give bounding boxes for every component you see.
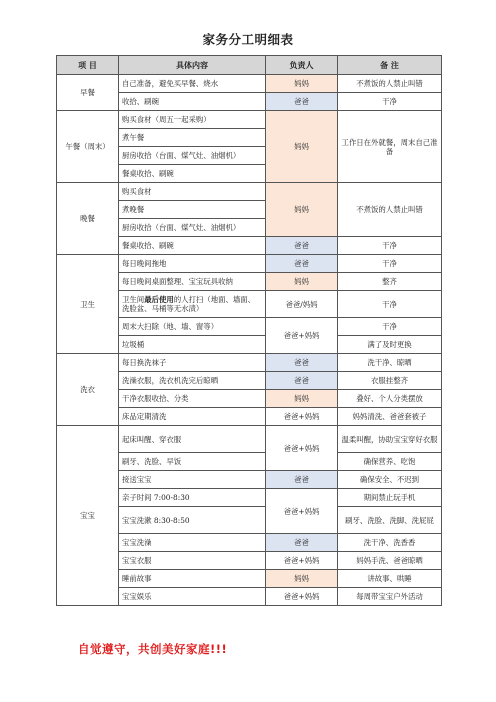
owner-cell: 妈妈	[266, 390, 338, 408]
task-cell: 周末大扫除（地、墙、窗等）	[119, 318, 266, 336]
task-cell: 餐桌收拾、刷碗	[119, 237, 266, 255]
task-cell: 宝宝洗澡	[119, 534, 266, 552]
note-cell: 洗干净、洗香香	[338, 534, 442, 552]
owner-cell: 爸爸	[266, 354, 338, 372]
note-cell: 不煮饭的人禁止叫错	[338, 75, 442, 93]
note-cell: 洗干净、晾晒	[338, 354, 442, 372]
slogan: 自觉遵守，共创美好家庭!!!	[78, 642, 228, 656]
note-cell: 不煮饭的人禁止叫错	[338, 183, 442, 237]
category-laundry: 洗衣	[57, 354, 119, 426]
task-cell: 煮午餐	[119, 129, 266, 147]
note-cell: 温柔叫醒，协助宝宝穿好衣服	[338, 426, 442, 453]
task-text: 的人打扫（地面、墙面、洗脸盆、马桶等无水渍）	[122, 295, 256, 313]
task-cell: 每日换洗袜子	[119, 354, 266, 372]
note-cell: 干净	[338, 291, 442, 318]
owner-cell: 妈妈	[266, 183, 338, 237]
task-cell: 每日晚间拖地	[119, 255, 266, 273]
task-cell: 干净衣服收拾、分类	[119, 390, 266, 408]
category-baby: 宝宝	[57, 426, 119, 606]
task-cell: 洗澡衣服，洗衣机洗完后晾晒	[119, 372, 266, 390]
note-cell: 干净	[338, 255, 442, 273]
owner-cell: 爸爸	[266, 372, 338, 390]
task-cell: 厨房收拾（台面、煤气灶、油烟机）	[119, 147, 266, 165]
chore-table	[56, 55, 442, 606]
note-cell: 工作日在外就餐，周末自己准备	[338, 111, 442, 183]
task-cell: 每日晚间桌面整理、宝宝玩具收纳	[119, 273, 266, 291]
header-category: 项 目	[57, 56, 119, 75]
note-cell: 期间禁止玩手机	[338, 489, 442, 507]
owner-cell: 爸爸	[266, 534, 338, 552]
task-cell: 餐桌收拾、刷碗	[119, 165, 266, 183]
owner-cell: 爸爸+妈妈	[266, 426, 338, 471]
note-cell: 每周带宝宝户外活动	[338, 588, 442, 606]
task-emphasis: 最后使用	[144, 295, 174, 304]
task-cell: 自己准备，避免买早餐、烧水	[119, 75, 266, 93]
table-row	[57, 255, 442, 273]
header-owner: 负责人	[266, 56, 338, 75]
task-cell: 购买食材（周五一起采购）	[119, 111, 266, 129]
task-cell: 亲子时间 7:00-8:30	[119, 489, 266, 507]
task-cell: 接送宝宝	[119, 471, 266, 489]
task-cell: 垃圾桶	[119, 336, 266, 354]
task-cell: 睡前故事	[119, 570, 266, 588]
header-row	[57, 56, 442, 75]
table-row	[57, 111, 442, 129]
note-cell: 干净	[338, 93, 442, 111]
table-row	[57, 426, 442, 453]
header-note: 备 注	[338, 56, 442, 75]
note-cell: 整齐	[338, 273, 442, 291]
owner-cell: 爸爸/妈妈	[266, 291, 338, 318]
owner-cell: 爸爸+妈妈	[266, 408, 338, 426]
note-cell: 干净	[338, 318, 442, 336]
task-cell: 刷牙、洗脸、早饭	[119, 453, 266, 471]
owner-cell: 妈妈	[266, 75, 338, 93]
table-row	[57, 183, 442, 201]
owner-cell: 妈妈	[266, 570, 338, 588]
table-row	[57, 354, 442, 372]
owner-cell: 妈妈	[266, 273, 338, 291]
note-cell: 刷牙、洗脸、洗脚、洗屁屁	[338, 507, 442, 534]
owner-cell: 爸爸+妈妈	[266, 552, 338, 570]
owner-cell: 妈妈	[266, 111, 338, 183]
note-cell: 确保安全、不迟到	[338, 471, 442, 489]
task-cell: 宝宝娱乐	[119, 588, 266, 606]
note-cell: 干净	[338, 237, 442, 255]
note-cell: 衣服挂整齐	[338, 372, 442, 390]
category-hygiene: 卫生	[57, 255, 119, 354]
task-cell: 宝宝洗漱 8:30-8:50	[119, 507, 266, 534]
category-lunch: 午餐（周末）	[57, 111, 119, 183]
category-dinner: 晚餐	[57, 183, 119, 255]
note-cell: 确保营养、吃饱	[338, 453, 442, 471]
note-cell: 妈妈清洗、爸爸套被子	[338, 408, 442, 426]
task-cell: 床品定期清洗	[119, 408, 266, 426]
owner-cell: 爸爸	[266, 255, 338, 273]
note-cell: 妈妈手洗、爸爸晾晒	[338, 552, 442, 570]
owner-cell: 爸爸+妈妈	[266, 489, 338, 534]
task-cell: 收拾、刷碗	[119, 93, 266, 111]
task-cell: 宝宝衣服	[119, 552, 266, 570]
page-title: 家务分工明细表	[202, 32, 294, 47]
owner-cell: 爸爸	[266, 471, 338, 489]
task-cell: 煮晚餐	[119, 201, 266, 219]
category-breakfast: 早餐	[57, 75, 119, 111]
note-cell: 讲故事、哄睡	[338, 570, 442, 588]
table-row	[57, 75, 442, 93]
owner-cell: 爸爸	[266, 237, 338, 255]
owner-cell: 爸爸	[266, 93, 338, 111]
task-cell: 购买食材	[119, 183, 266, 201]
task-cell: 起床叫醒、穿衣服	[119, 426, 266, 453]
task-cell	[119, 291, 266, 318]
note-cell: 叠好、个人分类摆放	[338, 390, 442, 408]
task-text: 卫生间	[122, 295, 145, 304]
task-cell: 厨房收拾（台面、煤气灶、油烟机）	[119, 219, 266, 237]
header-task: 具体内容	[119, 56, 266, 75]
owner-cell: 爸爸+妈妈	[266, 318, 338, 354]
note-cell: 满了及时更换	[338, 336, 442, 354]
owner-cell: 爸爸+妈妈	[266, 588, 338, 606]
